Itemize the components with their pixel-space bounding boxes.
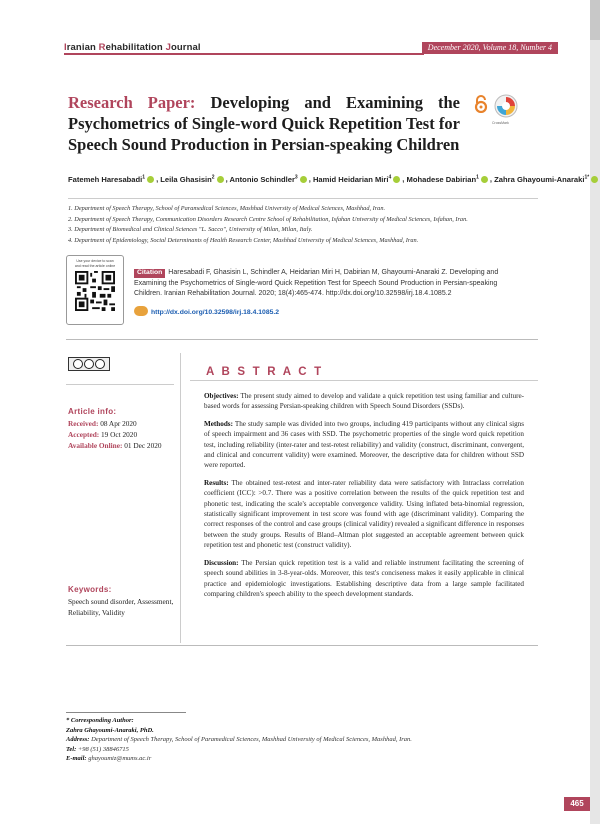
keywords-heading: Keywords:	[68, 585, 112, 594]
crossmark-label: CrossMark	[492, 121, 509, 125]
journal-name-part: ehabilitation	[105, 42, 166, 53]
orcid-icon[interactable]	[481, 176, 488, 183]
author[interactable]: Mohadese Dabirian$^1$	[406, 174, 479, 184]
author[interactable]: Antonio Schindler$^3$	[229, 174, 298, 184]
citation-badge: Citation	[134, 269, 165, 278]
author[interactable]: Fatemeh Haresabadi$^1$	[68, 174, 146, 184]
nc-icon	[95, 359, 105, 369]
affiliation: 1. Department of Speech Therapy, School of Paramedical Sciences, Mashhad University of Medical Sciences, Mashhad, Iran.	[68, 205, 386, 212]
affiliation: 2. Department of Speech Therapy, Communication Disorders Research Centre School of Rehabilitation, Isfahan University of Medical Sciences, Isfahan, Iran.	[68, 215, 468, 223]
journal-name-part: ournal	[170, 42, 201, 53]
article-title	[68, 92, 460, 155]
abstract-objectives: Objectives: The present study aimed to develop and validate a quick repetition test using familiar and culture-based words for assessing Persian-speaking children with Speech Sound Disorders (SSDs).	[204, 392, 525, 411]
crossmark-icon[interactable]	[494, 94, 518, 124]
column-divider	[180, 353, 181, 643]
affiliation: 4. Department of Epidemiology, Social Determinants of Health Research Center, Mashhad University of Medical Sciences, Mashhad, Iran.	[68, 236, 419, 244]
creative-commons-license-icon[interactable]	[68, 357, 110, 371]
author-list: Fatemeh Haresabadi$^1$ , Leila Ghasisin$^2$ , Antonio Schindler$^3$ , Hamid Heidarian Miri$^4$ , Mohadese Dabirian$^1$ , Zahra Ghayoumi-Anaraki$^{1*}$	[68, 174, 528, 184]
orcid-icon[interactable]	[591, 176, 598, 183]
orcid-icon[interactable]	[147, 176, 154, 183]
online-date: Available Online: 01 Dec 2020	[68, 441, 162, 450]
affiliations	[68, 198, 538, 246]
journal-name-part: ranian	[66, 42, 99, 53]
section-divider	[66, 339, 538, 340]
corresponding-address: Address: Department of Speech Therapy, School of Paramedical Sciences, Mashhad University of Medical Sciences, Mashhad, Iran.	[66, 736, 412, 743]
keywords-text: Speech sound disorder, Assessment, Reliability, Validity	[68, 597, 174, 617]
page-edge-strip	[590, 0, 600, 824]
article-title-text: Developing and Examining the Psychometrics of Single-word Quick Repetition Test for Speech Sound Production in Persian-speaking Children	[68, 93, 460, 154]
left-column-rule	[66, 384, 174, 385]
qr-code-box[interactable]	[66, 255, 124, 325]
citation	[134, 268, 518, 300]
orcid-icon[interactable]	[300, 176, 307, 183]
article-info-heading: Article info:	[68, 407, 117, 416]
doi-icon	[134, 306, 148, 316]
corresponding-email: E-mail: ghayoumiz@mums.ac.ir	[66, 755, 152, 762]
affiliation: 3. Department of Biomedical and Clinical Sciences "L. Sacco", University of Milan, Milan, Italy.	[68, 226, 313, 233]
running-header	[64, 42, 558, 56]
abstract	[204, 391, 524, 606]
issue-info: December 2020, Volume 18, Number 4	[422, 42, 558, 54]
abstract-heading: A B S T R A C T	[206, 366, 324, 378]
open-access-icon[interactable]	[474, 95, 488, 113]
page-edge-strip-top	[590, 0, 600, 40]
accepted-date: Accepted: 19 Oct 2020	[68, 430, 138, 439]
corresponding-tel: Tel: +98 (51) 38846715	[66, 745, 129, 753]
page-number: 465	[564, 797, 590, 811]
article-info	[68, 407, 178, 451]
cc-icon	[73, 359, 83, 369]
by-icon	[84, 359, 94, 369]
doi-link[interactable]: http://dx.doi.org/10.32598/irj.18.4.1085.2	[151, 309, 280, 316]
journal-name	[64, 42, 201, 53]
author[interactable]: Leila Ghasisin$^2$	[160, 174, 215, 184]
author[interactable]: Zahra Ghayoumi-Anaraki$^{1*}$	[494, 174, 590, 184]
orcid-icon[interactable]	[393, 176, 400, 183]
doi-row	[134, 306, 279, 316]
abstract-rule	[190, 380, 538, 381]
abstract-discussion: Discussion: The Persian quick repetition test is a valid and reliable instrument facilitating the screening of speech sound abilities in 3-8-year-olds. Moreover, this test's conciseness makes it easily applicable in clinical practice and epidemiologic investigations. Establishing descriptive data from a large sample facilitated comparing children's speech ability to the speech development standards.	[204, 558, 524, 598]
journal-name-initial: R	[98, 42, 106, 53]
corresponding-name: Zahra Ghayoumi-Anaraki, PhD.	[66, 726, 154, 734]
qr-code-icon	[75, 271, 115, 311]
keywords	[68, 585, 178, 618]
orcid-icon[interactable]	[217, 176, 224, 183]
journal-name-initial: I	[64, 42, 67, 53]
abstract-methods: Methods: The study sample was divided into two groups, including 419 participants without any clinical signs of speech impairment and 36 cases with SSD. The psychometric properties of the single word quick repetition test, including reliability (inter-rater and test-retest reliability) and validity (construct, discriminant, convergent, and clinical and concurrent validity) were examined. Moreover, the descriptive data for children without SSD were reported.	[204, 419, 524, 470]
section-divider	[66, 645, 538, 646]
author[interactable]: Hamid Heidarian Miri$^4$	[312, 174, 392, 184]
received-date: Received: 08 Apr 2020	[68, 419, 137, 428]
journal-name-initial: J	[165, 42, 171, 53]
abstract-results: Results: The obtained test-retest and inter-rater reliability data were satisfactory with Intraclass correlation coefficient (ICC): >0.7. There was a positive correlation between the results of the quick repetition test and phonetic test, indicating the scale's acceptable convergence validity. Using inflated beta-binomial regression, statistically significant improvement in test score was found with age (discriminant validity). Comparing the correct responses of the control and case groups (clinical validity) revealed a significant difference in responses between the study groups. Results of Bland–Altman plot suggested an acceptable agreement between quick repetition test and phonetic test (construct validity).	[204, 478, 525, 550]
header-rule	[64, 53, 424, 55]
article-type-label: Research Paper:	[68, 93, 196, 112]
corresponding-author	[66, 704, 538, 764]
corresponding-heading: * Corresponding Author:	[66, 717, 134, 724]
footnote-rule	[66, 712, 186, 713]
citation-text: Haresabadi F, Ghasisin L, Schindler A, Heidarian Miri H, Dabirian M, Ghayoumi-Anaraki Z. Developing and Examining the Psychometrics of Single-word Quick Repetition Test for Speech Sound Production in Persian-speaking Children. Iranian Rehabilitation Journal. 2020; 18(4):465-474. http://dx.doi.org/10.32598/irj.18.4.1085.2	[134, 269, 499, 297]
qr-caption: Use your device to scan and read the article online	[74, 259, 116, 268]
